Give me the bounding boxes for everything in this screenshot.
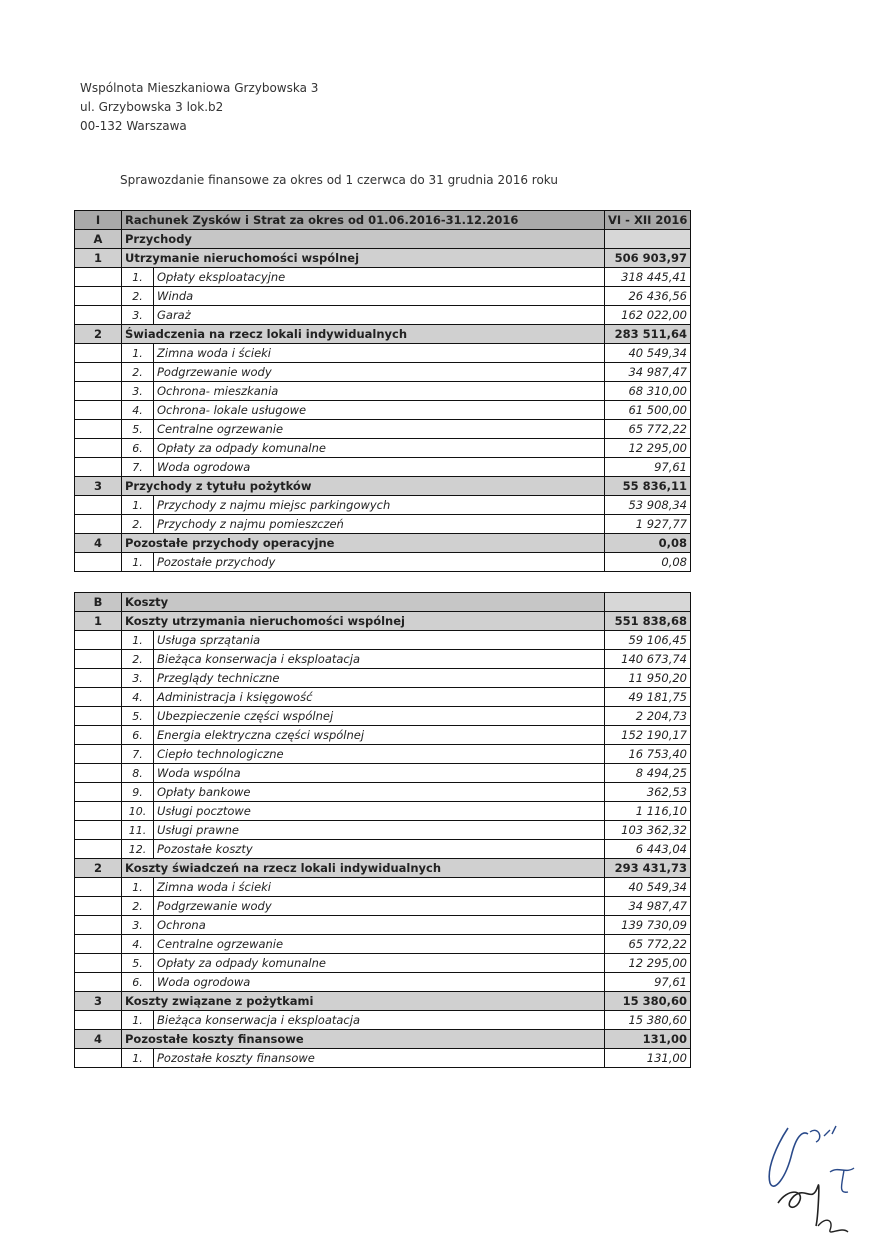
item-number: 1. — [122, 344, 154, 363]
item-amount: 152 190,17 — [605, 726, 691, 745]
item-amount: 40 549,34 — [605, 878, 691, 897]
line-item-row — [75, 287, 691, 306]
item-label: Woda ogrodowa — [154, 458, 605, 477]
line-item-row — [75, 878, 691, 897]
line-item-row — [75, 420, 691, 439]
group-row — [75, 249, 691, 268]
section-letter: B — [75, 593, 122, 612]
group-row — [75, 859, 691, 878]
item-amount: 362,53 — [605, 783, 691, 802]
item-number: 3. — [122, 306, 154, 325]
line-item-row — [75, 1011, 691, 1030]
group-amount: 15 380,60 — [605, 992, 691, 1011]
item-number: 2. — [122, 363, 154, 382]
item-number: 7. — [122, 745, 154, 764]
empty-cell — [75, 1011, 122, 1030]
item-label: Przychody z najmu miejsc parkingowych — [154, 496, 605, 515]
item-number: 1. — [122, 268, 154, 287]
empty-cell — [75, 878, 122, 897]
item-number: 3. — [122, 382, 154, 401]
line-item-row — [75, 935, 691, 954]
line-item-row — [75, 669, 691, 688]
group-amount: 55 836,11 — [605, 477, 691, 496]
line-item-row — [75, 631, 691, 650]
roman-numeral: I — [75, 211, 122, 230]
item-number: 1. — [122, 496, 154, 515]
item-amount: 103 362,32 — [605, 821, 691, 840]
group-label: Pozostałe przychody operacyjne — [122, 534, 605, 553]
item-label: Winda — [154, 287, 605, 306]
section-amount-cell — [605, 593, 691, 612]
item-amount: 97,61 — [605, 973, 691, 992]
line-item-row — [75, 1049, 691, 1068]
empty-cell — [75, 840, 122, 859]
empty-cell — [75, 916, 122, 935]
item-amount: 1 116,10 — [605, 802, 691, 821]
item-number: 4. — [122, 401, 154, 420]
item-amount: 1 927,77 — [605, 515, 691, 534]
empty-cell — [75, 268, 122, 287]
line-item-row — [75, 916, 691, 935]
item-amount: 139 730,09 — [605, 916, 691, 935]
item-number: 4. — [122, 935, 154, 954]
handwritten-signature — [758, 1108, 868, 1238]
item-amount: 34 987,47 — [605, 897, 691, 916]
empty-cell — [75, 707, 122, 726]
empty-cell — [75, 802, 122, 821]
empty-cell — [75, 458, 122, 477]
item-amount: 15 380,60 — [605, 1011, 691, 1030]
section-label: Koszty — [122, 593, 605, 612]
group-number: 2 — [75, 859, 122, 878]
item-number: 9. — [122, 783, 154, 802]
empty-cell — [75, 897, 122, 916]
item-label: Pozostałe koszty finansowe — [154, 1049, 605, 1068]
group-row — [75, 477, 691, 496]
empty-cell — [75, 973, 122, 992]
item-amount: 53 908,34 — [605, 496, 691, 515]
group-row — [75, 612, 691, 631]
empty-cell — [75, 382, 122, 401]
group-label: Koszty związane z pożytkami — [122, 992, 605, 1011]
empty-cell — [75, 496, 122, 515]
item-label: Opłaty eksploatacyjne — [154, 268, 605, 287]
costs-section-row — [75, 593, 691, 612]
report-title: Sprawozdanie finansowe za okres od 1 czerwca do 31 grudnia 2016 roku — [120, 173, 558, 187]
community-name: Wspólnota Mieszkaniowa Grzybowska 3 — [80, 81, 319, 95]
address-block — [80, 79, 318, 136]
group-label: Koszty utrzymania nieruchomości wspólnej — [122, 612, 605, 631]
line-item-row — [75, 439, 691, 458]
group-label: Przychody z tytułu pożytków — [122, 477, 605, 496]
item-number: 11. — [122, 821, 154, 840]
item-label: Ochrona- lokale usługowe — [154, 401, 605, 420]
item-amount: 12 295,00 — [605, 954, 691, 973]
line-item-row — [75, 458, 691, 477]
empty-cell — [75, 553, 122, 572]
line-item-row — [75, 954, 691, 973]
item-amount: 131,00 — [605, 1049, 691, 1068]
item-amount: 34 987,47 — [605, 363, 691, 382]
item-number: 1. — [122, 878, 154, 897]
empty-cell — [75, 821, 122, 840]
item-number: 5. — [122, 707, 154, 726]
item-amount: 2 204,73 — [605, 707, 691, 726]
item-label: Bieżąca konserwacja i eksploatacja — [154, 650, 605, 669]
item-amount: 65 772,22 — [605, 420, 691, 439]
empty-cell — [75, 935, 122, 954]
line-item-row — [75, 745, 691, 764]
period-label: VI - XII 2016 — [605, 211, 691, 230]
line-item-row — [75, 344, 691, 363]
empty-cell — [75, 954, 122, 973]
item-number: 2. — [122, 650, 154, 669]
group-amount: 131,00 — [605, 1030, 691, 1049]
empty-cell — [75, 344, 122, 363]
group-number: 3 — [75, 477, 122, 496]
group-number: 1 — [75, 249, 122, 268]
item-amount: 97,61 — [605, 458, 691, 477]
line-item-row — [75, 973, 691, 992]
item-number: 3. — [122, 669, 154, 688]
item-amount: 11 950,20 — [605, 669, 691, 688]
item-label: Usługa sprzątania — [154, 631, 605, 650]
item-amount: 8 494,25 — [605, 764, 691, 783]
item-number: 6. — [122, 973, 154, 992]
item-amount: 162 022,00 — [605, 306, 691, 325]
empty-cell — [75, 1049, 122, 1068]
item-label: Ochrona — [154, 916, 605, 935]
group-amount: 0,08 — [605, 534, 691, 553]
item-label: Centralne ogrzewanie — [154, 420, 605, 439]
item-amount: 61 500,00 — [605, 401, 691, 420]
income-section-row — [75, 230, 691, 249]
empty-cell — [75, 669, 122, 688]
empty-cell — [75, 726, 122, 745]
item-number: 2. — [122, 287, 154, 306]
line-item-row — [75, 783, 691, 802]
item-amount: 6 443,04 — [605, 840, 691, 859]
section-amount-cell — [605, 230, 691, 249]
item-number: 1. — [122, 631, 154, 650]
item-amount: 59 106,45 — [605, 631, 691, 650]
group-number: 4 — [75, 1030, 122, 1049]
line-item-row — [75, 496, 691, 515]
item-label: Garaż — [154, 306, 605, 325]
group-amount: 283 511,64 — [605, 325, 691, 344]
item-number: 1. — [122, 553, 154, 572]
group-row — [75, 1030, 691, 1049]
line-item-row — [75, 897, 691, 916]
item-label: Pozostałe przychody — [154, 553, 605, 572]
group-number: 2 — [75, 325, 122, 344]
item-number: 10. — [122, 802, 154, 821]
item-label: Opłaty za odpady komunalne — [154, 439, 605, 458]
item-label: Podgrzewanie wody — [154, 363, 605, 382]
item-amount: 12 295,00 — [605, 439, 691, 458]
group-amount: 551 838,68 — [605, 612, 691, 631]
line-item-row — [75, 401, 691, 420]
item-number: 7. — [122, 458, 154, 477]
item-label: Przeglądy techniczne — [154, 669, 605, 688]
line-item-row — [75, 707, 691, 726]
empty-cell — [75, 515, 122, 534]
item-label: Zimna woda i ścieki — [154, 878, 605, 897]
income-table — [74, 210, 691, 572]
item-amount: 16 753,40 — [605, 745, 691, 764]
empty-cell — [75, 401, 122, 420]
item-label: Zimna woda i ścieki — [154, 344, 605, 363]
line-item-row — [75, 363, 691, 382]
item-number: 4. — [122, 688, 154, 707]
item-amount: 26 436,56 — [605, 287, 691, 306]
item-number: 2. — [122, 515, 154, 534]
income-header-row — [75, 211, 691, 230]
group-number: 4 — [75, 534, 122, 553]
group-label: Pozostałe koszty finansowe — [122, 1030, 605, 1049]
income-statement-title: Rachunek Zysków i Strat za okres od 01.06.2016-31.12.2016 — [122, 211, 605, 230]
section-letter: A — [75, 230, 122, 249]
line-item-row — [75, 650, 691, 669]
group-row — [75, 992, 691, 1011]
item-label: Ochrona- mieszkania — [154, 382, 605, 401]
item-number: 8. — [122, 764, 154, 783]
item-amount: 49 181,75 — [605, 688, 691, 707]
item-amount: 0,08 — [605, 553, 691, 572]
item-label: Przychody z najmu pomieszczeń — [154, 515, 605, 534]
item-number: 5. — [122, 954, 154, 973]
item-label: Bieżąca konserwacja i eksploatacja — [154, 1011, 605, 1030]
group-number: 3 — [75, 992, 122, 1011]
item-amount: 318 445,41 — [605, 268, 691, 287]
item-amount: 65 772,22 — [605, 935, 691, 954]
group-row — [75, 325, 691, 344]
line-item-row — [75, 268, 691, 287]
item-label: Usługi prawne — [154, 821, 605, 840]
item-label: Podgrzewanie wody — [154, 897, 605, 916]
line-item-row — [75, 515, 691, 534]
empty-cell — [75, 783, 122, 802]
item-number: 1. — [122, 1049, 154, 1068]
item-label: Woda ogrodowa — [154, 973, 605, 992]
item-number: 5. — [122, 420, 154, 439]
item-number: 6. — [122, 439, 154, 458]
line-item-row — [75, 688, 691, 707]
item-label: Opłaty bankowe — [154, 783, 605, 802]
item-label: Energia elektryczna części wspólnej — [154, 726, 605, 745]
item-number: 12. — [122, 840, 154, 859]
group-label: Utrzymanie nieruchomości wspólnej — [122, 249, 605, 268]
line-item-row — [75, 382, 691, 401]
empty-cell — [75, 439, 122, 458]
empty-cell — [75, 363, 122, 382]
group-row — [75, 534, 691, 553]
item-label: Administracja i księgowość — [154, 688, 605, 707]
item-label: Ubezpieczenie części wspólnej — [154, 707, 605, 726]
postal-city: 00-132 Warszawa — [80, 119, 187, 133]
item-number: 1. — [122, 1011, 154, 1030]
line-item-row — [75, 802, 691, 821]
empty-cell — [75, 287, 122, 306]
group-amount: 293 431,73 — [605, 859, 691, 878]
item-amount: 140 673,74 — [605, 650, 691, 669]
item-amount: 68 310,00 — [605, 382, 691, 401]
empty-cell — [75, 688, 122, 707]
group-label: Koszty świadczeń na rzecz lokali indywidualnych — [122, 859, 605, 878]
empty-cell — [75, 306, 122, 325]
empty-cell — [75, 764, 122, 783]
line-item-row — [75, 726, 691, 745]
item-label: Usługi pocztowe — [154, 802, 605, 821]
item-label: Opłaty za odpady komunalne — [154, 954, 605, 973]
item-number: 2. — [122, 897, 154, 916]
group-label: Świadczenia na rzecz lokali indywidualnych — [122, 325, 605, 344]
street-address: ul. Grzybowska 3 lok.b2 — [80, 100, 224, 114]
empty-cell — [75, 745, 122, 764]
item-label: Pozostałe koszty — [154, 840, 605, 859]
group-number: 1 — [75, 612, 122, 631]
line-item-row — [75, 821, 691, 840]
item-label: Ciepło technologiczne — [154, 745, 605, 764]
line-item-row — [75, 306, 691, 325]
empty-cell — [75, 631, 122, 650]
item-number: 3. — [122, 916, 154, 935]
line-item-row — [75, 553, 691, 572]
section-label: Przychody — [122, 230, 605, 249]
empty-cell — [75, 420, 122, 439]
item-amount: 40 549,34 — [605, 344, 691, 363]
item-number: 6. — [122, 726, 154, 745]
item-label: Centralne ogrzewanie — [154, 935, 605, 954]
costs-table — [74, 592, 691, 1068]
line-item-row — [75, 764, 691, 783]
group-amount: 506 903,97 — [605, 249, 691, 268]
item-label: Woda wspólna — [154, 764, 605, 783]
line-item-row — [75, 840, 691, 859]
empty-cell — [75, 650, 122, 669]
